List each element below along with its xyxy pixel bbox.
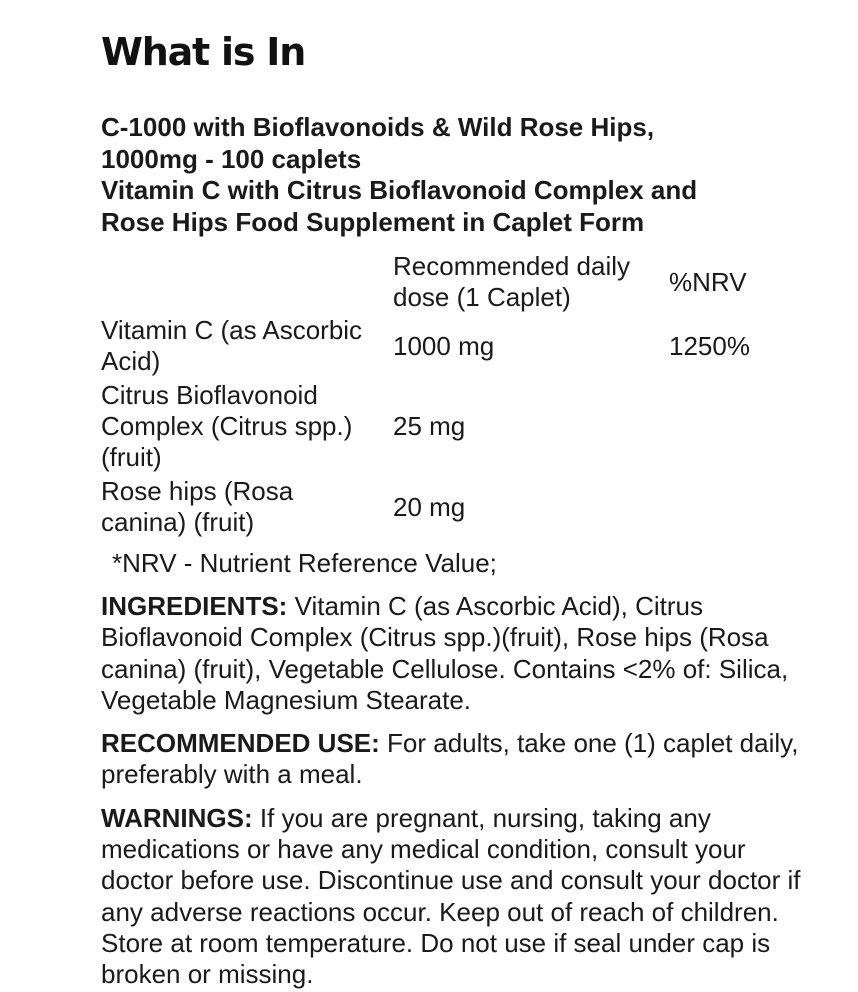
table-row (101, 474, 779, 540)
recommended-use-section (101, 728, 801, 791)
nutrient-amount-cell: 25 mg (393, 410, 466, 441)
table-row (101, 314, 779, 378)
ingredients-label: INGREDIENTS: (101, 591, 288, 621)
nutrient-name-cell (101, 378, 393, 474)
header-nrv-cell: %NRV (669, 266, 747, 297)
recommended-use-label: RECOMMENDED USE: (101, 728, 380, 759)
nutrient-name-cell (101, 314, 393, 378)
header-dose-line: dose (1 Caplet) (393, 282, 571, 312)
nutrient-name-line: Citrus Bioflavonoid (101, 379, 318, 410)
nutrient-amount-cell: 1000 mg (393, 330, 495, 361)
nutrient-amount-cell: 20 mg (393, 491, 466, 522)
recommended-use-text: For adults, take one (1) caplet daily, preferably with a meal. (101, 728, 799, 790)
nutrient-name-line: Vitamin C (as Ascorbic (101, 315, 363, 345)
nrv-footnote: *NRV - Nutrient Reference Value; (112, 548, 497, 578)
header-dose-line: Recommended daily (393, 251, 631, 281)
nutrient-nrv-cell (669, 378, 779, 474)
supplement-facts-table (101, 250, 779, 540)
warnings-text: If you are pregnant, nursing, taking any medications or have any medical condition, consult your doctor before use. Discontinue use and consult your doctor if any adverse reactions occur. Keep out of reach of children. Store at room temperature. Do not use if seal under cap is broken or missing. (101, 802, 801, 990)
ingredients-section (101, 591, 801, 716)
nutrient-name-line: canina) (fruit) (101, 507, 255, 537)
product-description-line: Vitamin C with Citrus Bioflavonoid Complex and (101, 175, 698, 205)
nutrient-name-line: Acid) (101, 346, 161, 376)
table-row (101, 378, 779, 474)
nutrient-name-line: Complex (Citrus spp.) (101, 410, 353, 441)
product-title-line: 1000mg - 100 caplets (101, 143, 362, 174)
header-nutrient-cell (101, 250, 393, 314)
warnings-section (101, 803, 801, 991)
nutrient-name-cell (101, 474, 393, 540)
product-title (101, 112, 801, 238)
nutrient-name-line: Rose hips (Rosa (101, 476, 294, 506)
product-info-page (101, 28, 801, 991)
product-title-line: C-1000 with Bioflavonoids & Wild Rose Hips, (101, 112, 655, 142)
header-dose-cell (393, 250, 669, 314)
nutrient-name-line: (fruit) (101, 441, 162, 472)
warnings-label: WARNINGS: (101, 802, 253, 833)
nutrient-nrv-cell (669, 474, 779, 540)
nutrient-nrv-cell: 1250% (669, 330, 750, 361)
section-heading: What is In (101, 30, 306, 74)
ingredients-text: Vitamin C (as Ascorbic Acid), Citrus Bioflavonoid Complex (Citrus spp.)(fruit), Rose hips (Rosa canina) (fruit), Vegetable Cellulose. Contains <2% of: Silica, Vegetable Magnesium Stearate. (101, 591, 789, 715)
product-description-line: Rose Hips Food Supplement in Caplet Form (101, 206, 645, 237)
table-header-row (101, 250, 779, 314)
